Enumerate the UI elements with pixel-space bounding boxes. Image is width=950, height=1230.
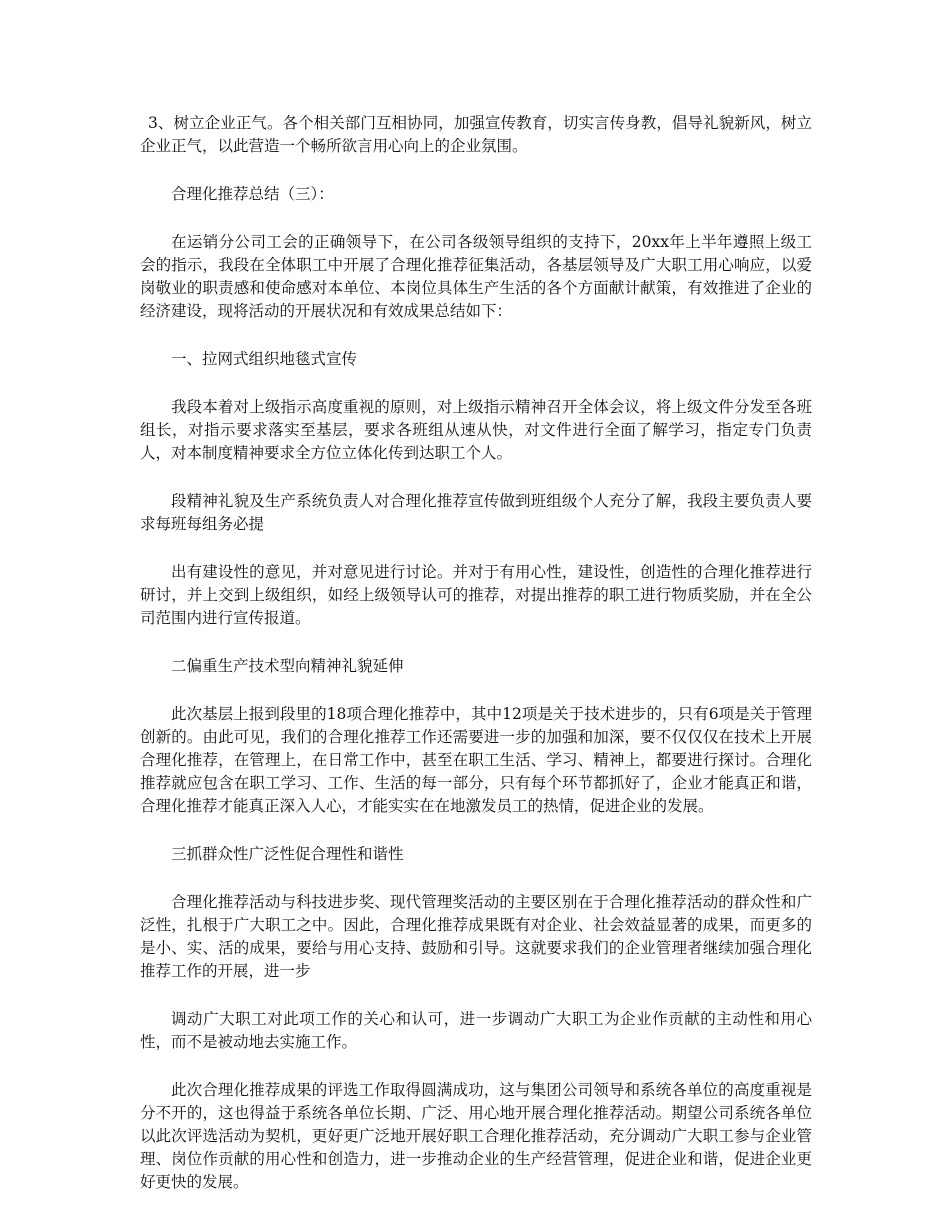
section-title-summary-3: 合理化推荐总结（三）： <box>171 185 334 203</box>
paragraph-section-3-a: 合理化推荐活动与科技进步奖、现代管理奖活动的主要区别在于合理化推荐活动的群众性和广泛性，扎根于广大职工之中。因此，合理化推荐成果既有对企业、社会效益显著的成果，而更多的是小、实、活的成果，要给与用心支持、鼓励和引导。这就要求我们的企业管理者继续加强合理化推荐工作的开展，进一步 <box>140 893 812 980</box>
paragraph-section-1-a: 我段本着对上级指示高度重视的原则，对上级指示精神召开全体会议，将上级文件分发至各班组长，对指示要求落实至基层，要求各班组从速从快，对文件进行全面了解学习，指定专门负责人，对本制度精神要求全方位立体化传到达职工个人。 <box>140 398 812 462</box>
intro-paragraph: 在运销分公司工会的正确领导下，在公司各级领导组织的支持下，20xx年上半年遵照上级工会的指示，我段在全体职工中开展了合理化推荐征集活动，各基层领导及广大职工用心响应，以爱岗敬业的职责感和使命感对本单位、本岗位具体生产生活的各个方面献计献策，有效推进了企业的经济建设，现将活动的开展状况和有效成果总结如下： <box>140 233 812 320</box>
heading-section-1: 一、拉网式组织地毯式宣传 <box>171 350 358 368</box>
paragraph-section-3-b: 调动广大职工对此项工作的关心和认可，进一步调动广大职工为企业作贡献的主动性和用心性，而不是被动地去实施工作。 <box>140 1010 812 1051</box>
document-body <box>140 112 812 1219</box>
heading-section-2: 二偏重生产技术型向精神礼貌延伸 <box>171 657 404 675</box>
heading-section-3: 三抓群众性广泛性促合理性和谐性 <box>171 845 404 863</box>
paragraph-section-2: 此次基层上报到段里的18项合理化推荐中，其中12项是关于技术进步的，只有6项是关于管理创新的。由此可见，我们的合理化推荐工作还需要进一步的加强和加深，要不仅仅仅在技术上开展合理化推荐，在管理上，在日常工作中，甚至在职工生活、学习、精神上，都要进行探讨。合理化推荐就应包含在职工学习、工作、生活的每一部分，只有每个环节都抓好了，企业才能真正和谐，合理化推荐才能真正深入人心，才能实实在在地激发员工的热情，促进企业的发展。 <box>140 705 812 815</box>
paragraph-section-1-b: 段精神礼貌及生产系统负责人对合理化推荐宣传做到班组级个人充分了解，我段主要负责人要求每班每组务必提 <box>140 492 812 533</box>
paragraph-section-1-c: 出有建设性的意见，并对意见进行讨论。并对于有用心性，建设性，创造性的合理化推荐进行研讨，并上交到上级组织，如经上级领导认可的推荐，对提出推荐的职工进行物质奖励，并在全公司范围内进行宣传报道。 <box>140 563 812 627</box>
closing-paragraph: 此次合理化推荐成果的评选工作取得圆满成功，这与集团公司领导和系统各单位的高度重视是分不开的，这也得益于系统各单位长期、广泛、用心地开展合理化推荐活动。期望公司系统各单位以此次评选活动为契机，更好更广泛地开展好职工合理化推荐活动，充分调动广大职工参与企业管理、岗位作贡献的用心性和创造力，进一步推动企业的生产经营管理，促进企业和谐，促进企业更好更快的发展。 <box>140 1081 812 1191</box>
paragraph-item-3: 3、树立企业正气。各个相关部门互相协同，加强宣传教育，切实言传身教，倡导礼貌新风，树立企业正气，以此营造一个畅所欲言用心向上的企业氛围。 <box>140 114 812 155</box>
